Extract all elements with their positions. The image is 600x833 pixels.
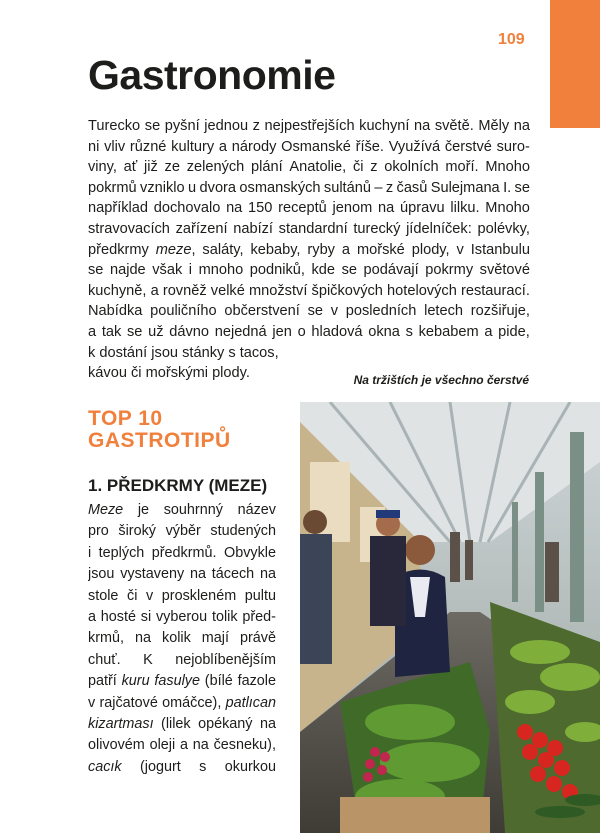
intro-line: stravovacích zařízení nabízí standardní turecký jídelníček: polévky, [88,220,530,237]
tip1-line: chuť. K nejoblíbenějším [88,651,276,668]
intro-line: Nabídka pouličního občerstvení se v posledních letech rozšiřuje, [88,303,530,320]
chapter-tab [550,0,600,128]
tip1-text [88,500,276,778]
top10-heading-line2: GASTROTIPŮ [88,429,231,452]
tip1-line: patří kuru fasulye (bílé fazole [88,673,276,690]
tip1-line: Meze je souhrnný název [88,502,276,518]
tip1-line: pro široký výběr studených [88,523,276,540]
intro-paragraph [88,116,530,384]
tip1-line: a hosté si vyberou tolik před- [88,608,276,625]
tip1-heading: 1. PŘEDKRMY (MEZE) [88,476,268,495]
intro-line: k dostání jsou stánky s tacos, [88,344,279,361]
photo-caption: Na tržištích je všechno čerstvé [353,373,529,387]
intro-line: například dochovalo na 150 receptů jenom na úpravu lilku. Mnoho [88,200,530,217]
intro-line: se najde však i mnoho podniků, kde se podávají pokrmy světové [88,262,530,279]
intro-line: kávou či mořskými plody. [88,365,250,382]
page-title: Gastronomie [88,52,336,98]
market-photo [300,402,600,833]
intro-line: viny, ať již ze zelených plání Anatolie, či z okolních moří. Mnoho [88,159,530,176]
tip1-line: kizartması (lilek opékaný na [88,715,276,732]
tip1-line: cacık (jogurt s okurkou [88,758,276,775]
tip1-line: stole či v proskleném pultu [88,587,276,604]
intro-line: pokrmů vzniklo u dvora osmanských sultánů – z časů Sulejmana I. se [88,179,530,196]
intro-line: předkrmy meze, saláty, kebaby, ryby a mořské plody, v Istanbulu [88,241,530,258]
top10-heading-line1: TOP 10 [88,407,163,430]
tip1-line: v rajčatové omáčce), patlıcan [88,694,276,711]
page-number: 109 [498,31,525,48]
top10-heading [88,408,231,452]
intro-line: a tak se už dávno nejedná jen o hladová okna s kebabem a pide, [88,323,530,340]
tip1-line: i teplých předkrmů. Obvykle [88,544,276,561]
intro-line: Turecko se pyšní jednou z nejpestřejších kuchyní na světě. Měly na [88,118,530,134]
tip1-line: olivovém oleji a na česneku), [88,737,276,754]
tip1-line: jsou vystaveny na tácech na [88,566,276,583]
intro-line: ni vliv různé kultury a národy Osmanské říše. Využívá čerstvé suro- [88,138,530,155]
intro-line: kuchyně, a rovněž velké množství špičkových hotelových restaurací. [88,282,530,299]
tip1-line: krmů, na kolik mají právě [88,630,276,647]
